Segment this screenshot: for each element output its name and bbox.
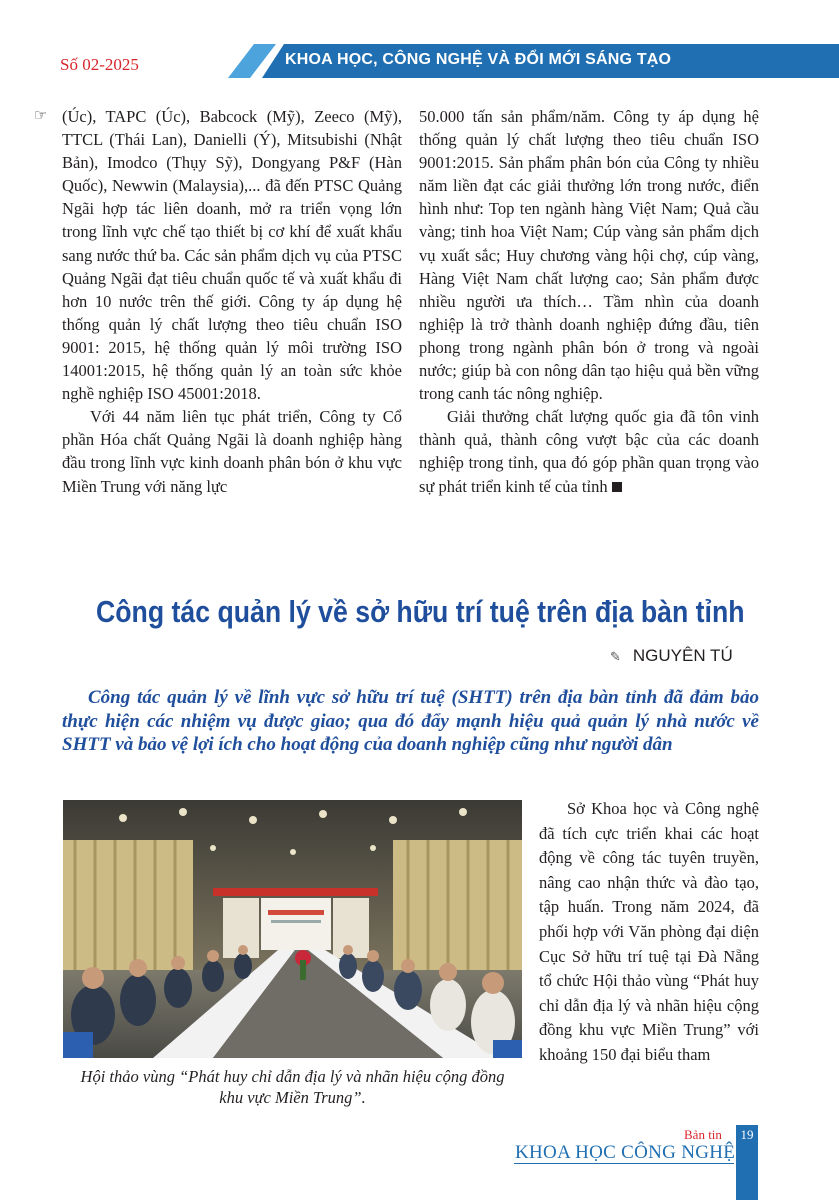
issue-number: Số 02-2025: [60, 55, 139, 74]
author-name: NGUYÊN TÚ: [632, 646, 733, 665]
pen-icon: ✎: [610, 650, 621, 665]
footer-brand-small: Bản tin: [684, 1127, 722, 1142]
author-byline: [610, 646, 733, 666]
photo-caption: Hội thảo vùng “Phát huy chỉ dẫn địa lý và nhãn hiệu cộng đồng khu vực Miền Trung”.: [80, 1067, 505, 1107]
end-square-icon: [612, 482, 622, 492]
section-title: KHOA HỌC, CÔNG NGHỆ VÀ ĐỔI MỚI SÁNG TẠO: [285, 51, 672, 68]
article1-left-column: [62, 105, 402, 498]
page-number: 19: [740, 1127, 754, 1142]
article1-right-column: [419, 105, 759, 498]
article2-title: Công tác quản lý về sở hữu trí tuệ trên địa bàn tỉnh: [96, 594, 745, 629]
footer-brand: KHOA HỌC CÔNG NGHỆ: [515, 1142, 736, 1163]
footer-divider: [514, 1163, 734, 1164]
pointing-hand-icon: ☞: [34, 106, 48, 124]
article2-sapo: Công tác quản lý về lĩnh vực sở hữu trí tuệ (SHTT) trên địa bàn tỉnh đã đảm bảo thực hiện các nhiệm vụ được giao; qua đó đẩy mạnh hiệu quả quản lý nhà nước về SHTT và bảo vệ lợi ích cho hoạt động của doanh nghiệp cũng như người dân: [62, 687, 759, 755]
conference-photo: [63, 800, 522, 1058]
article1-final-paragraph: [419, 405, 759, 497]
article2-body-column: [539, 797, 759, 1068]
article1-paragraph: Với 44 năm liên tục phát triển, Công ty Cổ phần Hóa chất Quảng Ngãi là doanh nghiệp hàng đầu trong lĩnh vực kinh doanh phân bón ở khu vực Miền Trung với năng lực: [62, 407, 402, 496]
article2-paragraph: Sở Khoa học và Công nghệ đã tích cực triển khai các hoạt động về công tác tuyên truyền, nâng cao nhận thức và đào tạo, tập huấn. Trong năm 2024, đã phối hợp với Văn phòng đại diện Cục Sở hữu trí tuệ tại Đà Nẵng tổ chức Hội thảo vùng “Phát huy chỉ dẫn địa lý và nhãn hiệu cộng đồng khu vực Miền Trung” với khoảng 150 đại biểu tham: [539, 799, 759, 1064]
article1-paragraph: 50.000 tấn sản phẩm/năm. Công ty áp dụng hệ thống quản lý chất lượng theo tiêu chuẩn ISO 9001:2015. Sản phẩm phân bón của Công ty nhiều năm liền đạt các giải thưởng lớn trong nước, điển hình như: Top ten ngành hàng Việt Nam; Quả cầu vàng; tinh hoa Việt Nam; Cúp vàng sản phẩm dịch vụ xuất sắc; Huy chương vàng hội chợ, cúp vàng, Hàng Việt Nam chất lượng cao; Sản phẩm được nhiều người ưa thích… Tầm nhìn của doanh nghiệp là trở thành doanh nghiệp đứng đầu, tiên phong trong ngành phân bón ở trong và ngoài nước; giúp bà con nông dân tạo hiệu quả bền vững trong canh tác nông nghiệp.: [419, 107, 759, 404]
article1-paragraph: (Úc), TAPC (Úc), Babcock (Mỹ), Zeeco (Mỹ), TTCL (Thái Lan), Danielli (Ý), Mitsubishi (Nhật Bản), Imodco (Thụy Sỹ), Dongyang P&F (Hàn Quốc), Newwin (Malaysia),... đã đến PTSC Quảng Ngãi hợp tác liên doanh, mở ra triển vọng lớn trong lĩnh vực chế tạo thiết bị cơ khí để xuất khẩu sang nước thứ ba. Các sản phẩm dịch vụ của PTSC Quảng Ngãi đạt tiêu chuẩn quốc tế và xuất khẩu đi hơn 10 nước trên thế giới. Công ty áp dụng hệ thống quản lý chất lượng theo tiêu chuẩn ISO 9001: 2015, hệ thống quản lý môi trường ISO 14001:2015, hệ thống quản lý an toàn sức khỏe nghề nghiệp ISO 45001:2018.: [62, 107, 402, 404]
article1-final-text: Giải thưởng chất lượng quốc gia đã tôn vinh thành quả, thành công vượt bậc của các doanh nghiệp trong tỉnh, qua đó góp phần quan trọng vào sự phát triển kinh tế của tỉnh: [419, 407, 759, 496]
